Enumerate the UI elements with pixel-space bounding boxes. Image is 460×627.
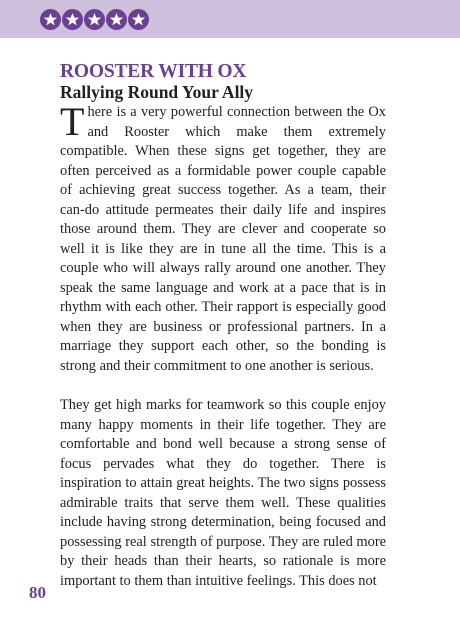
star-icon [106, 9, 127, 30]
article-subheading: Rallying Round Your Ally [60, 82, 254, 102]
article-heading: ROOSTER WITH OX [60, 61, 247, 82]
page-number: 80 [29, 583, 46, 602]
paragraph-1-text: here is a very powerful connection between the Ox and Rooster which make them extremely compatible. When these signs get together, they are often perceived as a formidable power couple capable of achieving great success together. As a team, their can-do attitude permeates their daily life and inspires those around them. They are clever and cooperate so well it is like they are in tune all the time. This is a couple who will always rally around one another. They speak the same language and work at a pace that is in rhythm with each other. Their rapport is especially good when they are business or professional partners. In a marriage they support each other, so the bonding is strong and their commitment to one another is serious. [60, 104, 386, 374]
star-rating [40, 9, 150, 30]
star-icon [40, 9, 61, 30]
star-icon [128, 9, 149, 30]
paragraph-1 [60, 99, 386, 376]
paragraph-2: They get high marks for teamwork so this couple enjoy many happy moments in their life together. They are comfortable and bond well because a strong sense of focus pervades what they do together. There is inspiration to attain great heights. The two signs possess admirable traits that serve them well. These qualities include having strong determination, being focused and possessing real strength of purpose. They are ruled more by their heads than their hearts, so rationale is more important to them than intuitive feelings. This does not [60, 397, 386, 589]
drop-cap: T [60, 99, 85, 144]
header-band [0, 0, 460, 38]
star-icon [84, 9, 105, 30]
star-icon [62, 9, 83, 30]
article [60, 62, 386, 591]
